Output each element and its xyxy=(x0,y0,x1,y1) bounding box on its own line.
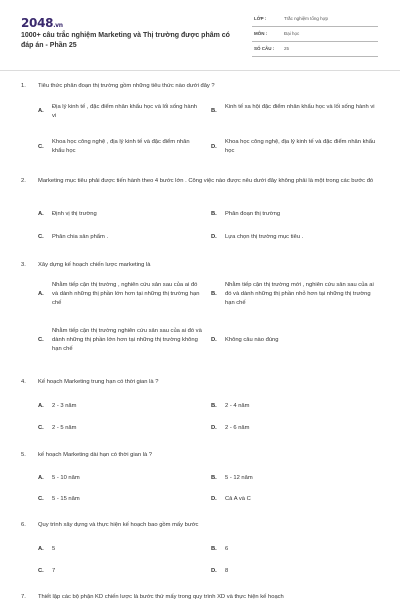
option-text: Phân chia sản phẩm . xyxy=(52,234,109,240)
option-letter: A. xyxy=(38,475,44,481)
meta-underline xyxy=(252,56,378,57)
meta-row-count xyxy=(252,43,378,57)
option-text: Phân đoạn thị trường xyxy=(225,211,281,217)
option-text: Nhằm tiếp cận thị trường nghiên cứu sản sau của ai đó và dành những thị phần lớn hơn tại những thị trường không hạn chế xyxy=(52,328,202,352)
meta-key: LỚP : xyxy=(254,16,267,21)
option-text: Định vị thị trường xyxy=(52,211,97,217)
option-text: Lựa chọn thị trường mục tiêu . xyxy=(225,234,304,240)
option-text: Kinh tế xa hội đặc điểm nhân khẩu học và lối sống hành vi xyxy=(225,104,375,110)
option-letter: C. xyxy=(38,144,44,150)
site-logo[interactable] xyxy=(21,16,63,30)
option-letter: B. xyxy=(211,211,217,217)
option-letter: D. xyxy=(211,425,217,431)
option-text: Cả A và C xyxy=(225,496,251,502)
option-text: 5 xyxy=(52,546,56,552)
option-letter: D. xyxy=(211,234,217,240)
option-letter: B. xyxy=(211,475,217,481)
option-text: 2 - 6 năm xyxy=(225,425,250,431)
question-text: Thiết lập các bộ phận KD chiến lược là bước thứ mấy trong quy trình XD và thực hiện kế hoạch xyxy=(38,594,284,600)
document-header xyxy=(0,0,400,66)
question-number: 3. xyxy=(21,262,26,268)
meta-underline xyxy=(252,26,378,27)
meta-row-class xyxy=(252,13,378,27)
option-letter: C. xyxy=(38,337,44,343)
option-letter: C. xyxy=(38,496,44,502)
header-divider xyxy=(0,70,400,71)
option-letter: B. xyxy=(211,108,217,114)
option-letter: A. xyxy=(38,546,44,552)
option-text: Khoa học công nghệ, địa lý kinh tế và đặc điểm nhân khẩu học xyxy=(225,139,376,154)
option-letter: B. xyxy=(211,403,217,409)
option-text: Nhằm tiếp cận thị trường , nghiên cứu sản sau của ai đó và dành những thị phần lớn hơn tại những thị trường hạn chế xyxy=(52,282,200,306)
question-number: 7. xyxy=(21,594,26,600)
question-number: 2. xyxy=(21,178,26,184)
option-text: 5 - 10 năm xyxy=(52,475,80,481)
option-text: Địa lý kinh tế , đặc điểm nhân khẩu học và lối sống hành vi xyxy=(52,104,198,119)
option-text: Không câu nào đúng xyxy=(225,337,279,343)
meta-value: Trắc nghiệm tổng hợp xyxy=(284,16,329,21)
question-number: 1. xyxy=(21,83,26,89)
option-letter: A. xyxy=(38,403,44,409)
document-title: 1000+ câu trắc nghiệm Marketing và Thị trường được phâm có đáp án - Phần 25 xyxy=(21,32,230,49)
option-letter: C. xyxy=(38,234,44,240)
question-text: Kế hoạch Marketing trung hạn có thời gian là ? xyxy=(38,379,159,385)
option-letter: D. xyxy=(211,496,217,502)
option-letter: C. xyxy=(38,568,44,574)
option-text: 6 xyxy=(225,546,229,552)
meta-key: MÔN : xyxy=(254,31,268,36)
option-text: 7 xyxy=(52,568,56,574)
question-text: kế hoạch Marketing dài hạn có thời gian là ? xyxy=(38,452,153,458)
option-text: 5 - 12 năm xyxy=(225,475,253,481)
option-letter: A. xyxy=(38,211,44,217)
option-letter: D. xyxy=(211,144,217,150)
option-text: Khoa học công nghệ , địa lý kinh tế và đặc điểm nhân khẩu học xyxy=(52,139,190,154)
logo-suffix: .vn xyxy=(53,22,63,29)
option-letter: D. xyxy=(211,337,217,343)
option-text: 5 - 15 năm xyxy=(52,496,80,502)
option-letter: B. xyxy=(211,291,217,297)
option-text: 2 - 5 năm xyxy=(52,425,77,431)
option-text: 2 - 3 năm xyxy=(52,403,77,409)
option-letter: B. xyxy=(211,546,217,552)
question-number: 5. xyxy=(21,452,26,458)
meta-row-subject xyxy=(252,28,378,42)
option-letter: C. xyxy=(38,425,44,431)
logo-text: 2048 xyxy=(21,16,54,30)
meta-value: Đại học xyxy=(284,31,300,36)
question-text: Xây dựng kế hoạch chiến lược marketing là xyxy=(38,262,151,268)
question-text: Marketing mục tiêu phải được tiến hành theo 4 bước lớn . Công việc nào được nêu dưới đây không phải là một trong các bước đó xyxy=(38,178,374,184)
question-7 xyxy=(21,593,381,600)
option-text: Nhằm tiếp cận thị trường mới , nghiên cứu sản sau của ai đó và dành những thị phần nhỏ hơn tại những thị trường hạn chế xyxy=(225,282,374,306)
option-text: 2 - 4 năm xyxy=(225,403,250,409)
meta-underline xyxy=(252,41,378,42)
option-letter: D. xyxy=(211,568,217,574)
question-text: Tiêu thức phân đoạn thị trường gồm những tiêu thức nào dưới đây ? xyxy=(38,83,215,89)
meta-key: SỐ CÂU : xyxy=(254,46,275,51)
question-text: Quy trình xây dựng và thực hiện kế hoạch bao gồm mấy bước xyxy=(38,522,199,528)
option-letter: A. xyxy=(38,108,44,114)
question-number: 6. xyxy=(21,522,26,528)
option-letter: A. xyxy=(38,291,44,297)
question-number: 4. xyxy=(21,379,26,385)
meta-value: 25 xyxy=(284,46,290,51)
option-text: 8 xyxy=(225,568,229,574)
